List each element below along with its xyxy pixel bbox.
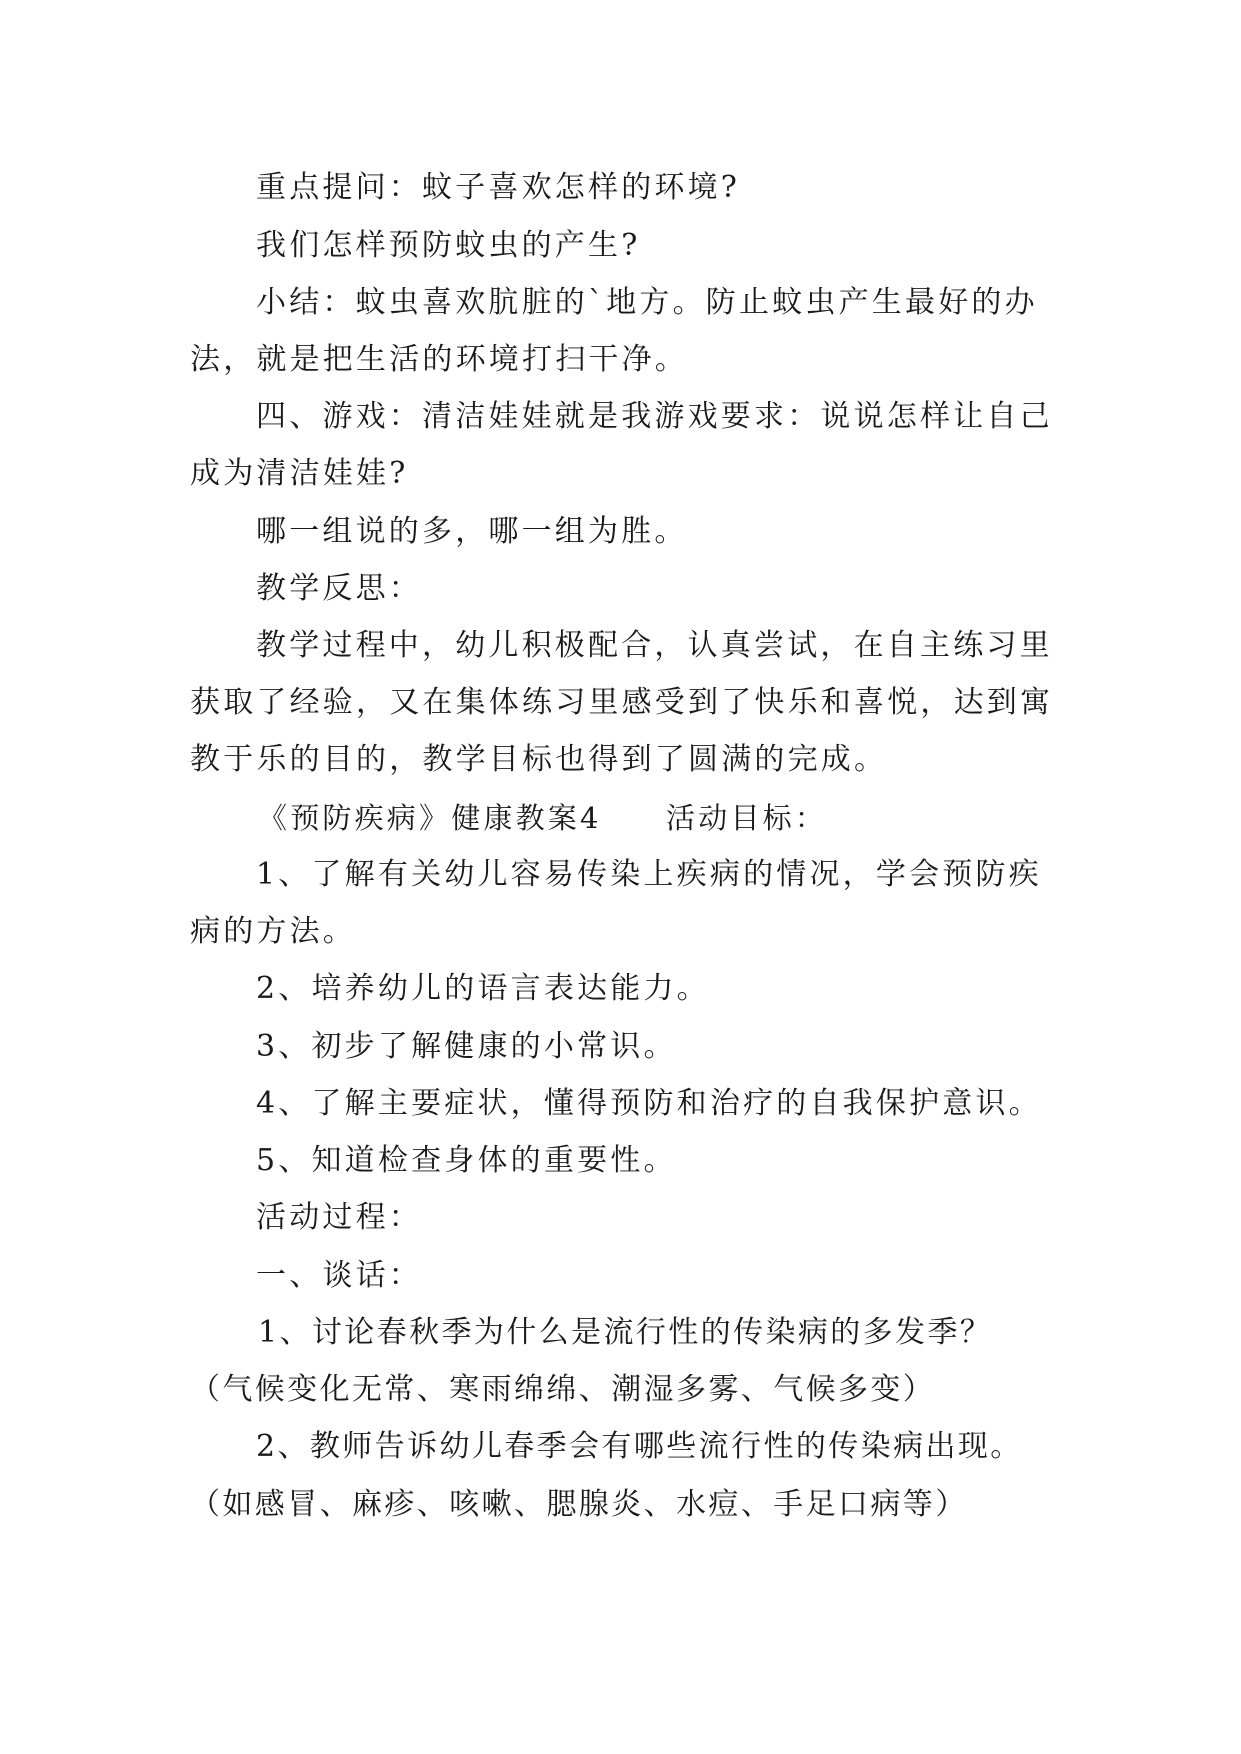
paragraph-line: 5、知道检查身体的重要性。 — [256, 1143, 677, 1178]
paragraph-line: 4、了解主要症状，懂得预防和治疗的自我保护意识。 — [256, 1086, 1042, 1121]
paragraph-line: （气候变化无常、寒雨绵绵、潮湿多雾、气候多变） — [190, 1372, 936, 1407]
paragraph-line: 2、教师告诉幼儿春季会有哪些流行性的传染病出现。 — [256, 1429, 1023, 1464]
paragraph-line: 1、讨论春秋季为什么是流行性的传染病的多发季？ — [258, 1315, 993, 1350]
paragraph-line: 2、培养幼儿的语言表达能力。 — [256, 971, 710, 1006]
paragraph-line: 活动过程： — [256, 1200, 422, 1235]
paragraph-line: 成为清洁娃娃? — [190, 456, 409, 491]
paragraph-line: 重点提问：蚊子喜欢怎样的环境? — [256, 170, 741, 205]
paragraph-line: 获取了经验，又在集体练习里感受到了快乐和喜悦，达到寓 — [190, 685, 1054, 720]
paragraph-line: 教学过程中，幼儿积极配合，认真尝试，在自主练习里 — [256, 628, 1053, 663]
paragraph-line: 法，就是把生活的环境打扫干净。 — [190, 342, 688, 377]
paragraph-line: （如感冒、麻疹、咳嗽、腮腺炎、水痘、手足口病等） — [190, 1487, 968, 1522]
paragraph-line: 教学反思： — [256, 571, 422, 606]
paragraph-line: 四、游戏：清洁娃娃就是我游戏要求：说说怎样让自己 — [256, 399, 1053, 434]
paragraph-line: 病的方法。 — [190, 914, 356, 949]
section-heading: 《预防疾病》健康教案4 活动目标： — [258, 801, 828, 835]
paragraph-line: 我们怎样预防蚊虫的产生? — [256, 228, 641, 263]
paragraph-line: 一、谈话： — [256, 1258, 422, 1293]
paragraph-line: 1、了解有关幼儿容易传染上疾病的情况，学会预防疾 — [256, 857, 1042, 892]
paragraph-line: 小结：蚊虫喜欢肮脏的`地方。防止蚊虫产生最好的办 — [256, 285, 1038, 320]
paragraph-line: 3、初步了解健康的小常识。 — [256, 1029, 677, 1064]
paragraph-line: 教于乐的目的，教学目标也得到了圆满的完成。 — [190, 742, 888, 777]
paragraph-line: 哪一组说的多，哪一组为胜。 — [256, 514, 688, 549]
